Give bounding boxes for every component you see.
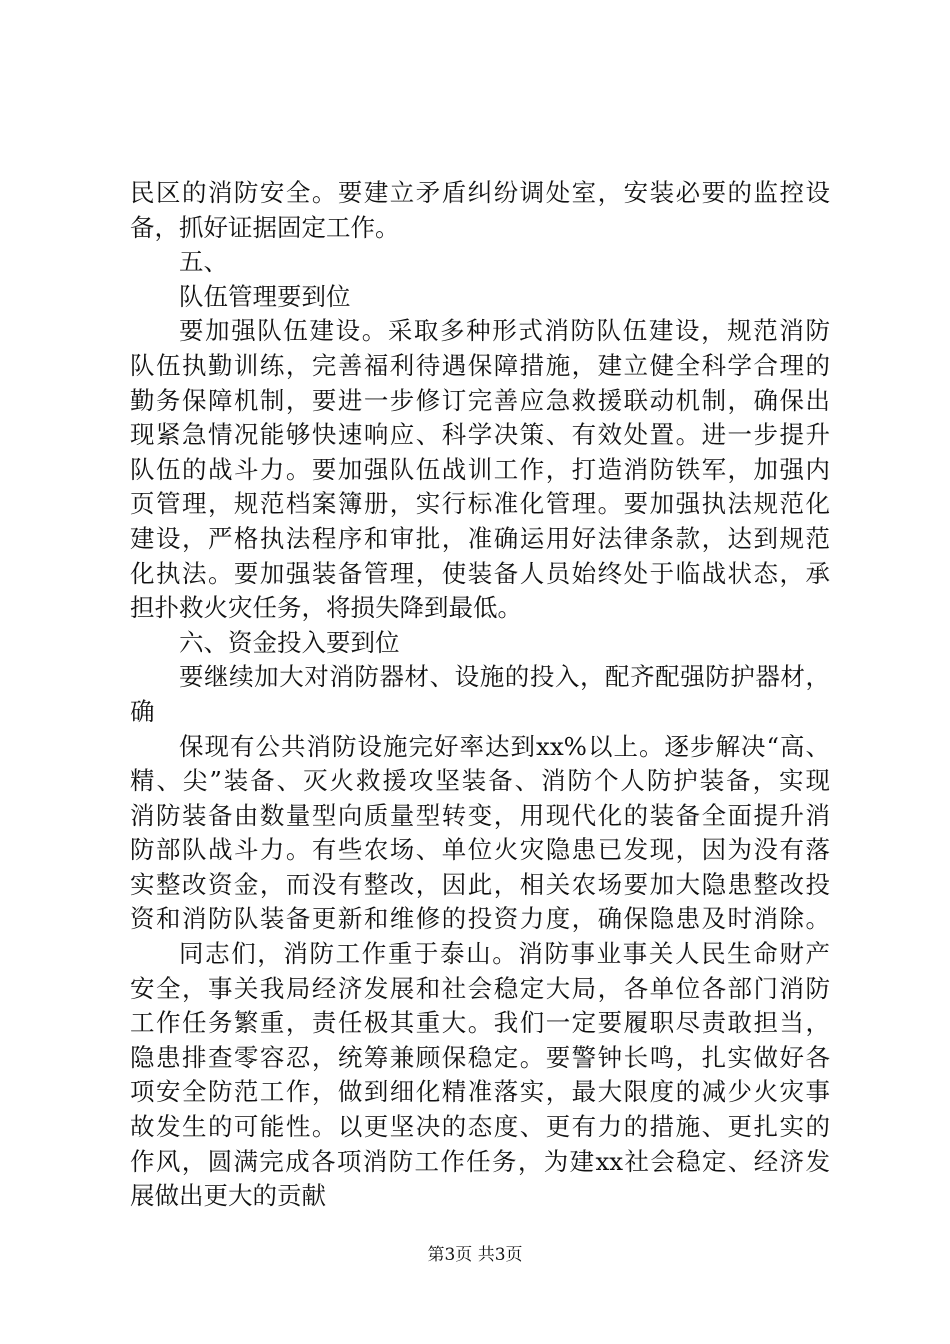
text-line: 隐患排查零容忍，统筹兼顾保稳定。要警钟长鸣，扎实做好各: [130, 1042, 830, 1072]
text-line: 备，抓好证据固定工作。: [130, 212, 400, 242]
text-line: 实整改资金，而没有整改，因此，相关农场要加大隐患整改投: [130, 869, 830, 899]
text-line: 同志们，消防工作重于泰山。消防事业事关人民生命财产: [179, 939, 830, 969]
text-line: 消防装备由数量型向质量型转变，用现代化的装备全面提升消: [130, 800, 830, 830]
text-line: 建设，严格执法程序和审批，准确运用好法律条款，达到规范: [130, 523, 830, 553]
text-line: 页管理，规范档案簿册，实行标准化管理。要加强执法规范化: [130, 489, 830, 519]
text-line: 现紧急情况能够快速响应、科学决策、有效处置。进一步提升: [130, 420, 830, 450]
text-line: 担扑救火灾任务，将损失降到最低。: [130, 593, 522, 623]
section-heading: 队伍管理要到位: [179, 281, 351, 311]
text-line: 资和消防队装备更新和维修的投资力度，确保隐患及时消除。: [130, 904, 830, 934]
text-line: 化执法。要加强装备管理，使装备人员始终处于临战状态，承: [130, 558, 830, 588]
section-heading: 六、资金投入要到位: [179, 627, 400, 657]
document-body: [130, 176, 830, 1214]
text-line: 保现有公共消防设施完好率达到xx%以上。逐步解决“高、: [179, 731, 830, 761]
page-number-footer: 第3页 共3页: [427, 1245, 523, 1265]
text-line: 勤务保障机制，要进一步修订完善应急救援联动机制，确保出: [130, 385, 830, 415]
text-line: 工作任务繁重，责任极其重大。我们一定要履职尽责敢担当，: [130, 1008, 830, 1038]
text-line: 展做出更大的贡献: [130, 1181, 326, 1211]
text-line: 作风，圆满完成各项消防工作任务，为建xx社会稳定、经济发: [130, 1146, 830, 1176]
text-line: 民区的消防安全。要建立矛盾纠纷调处室，安装必要的监控设: [130, 178, 830, 207]
text-line: 安全，事关我局经济发展和社会稳定大局，各单位各部门消防: [130, 973, 830, 1003]
text-line: 项安全防范工作，做到细化精准落实，最大限度的减少火灾事: [130, 1077, 830, 1107]
text-line: 要继续加大对消防器材、设施的投入，配齐配强防护器材，: [179, 662, 830, 692]
text-line: 要加强队伍建设。采取多种形式消防队伍建设，规范消防: [179, 316, 830, 346]
text-line: 故发生的可能性。以更坚决的态度、更有力的措施、更扎实的: [130, 1112, 830, 1142]
text-line: 防部队战斗力。有些农场、单位火灾隐患已发现，因为没有落: [130, 835, 830, 865]
text-line: 队伍的战斗力。要加强队伍战训工作，打造消防铁军，加强内: [130, 454, 830, 484]
section-number: 五、: [179, 247, 228, 277]
text-line: 确: [130, 696, 155, 726]
text-line: 队伍执勤训练，完善福利待遇保障措施，建立健全科学合理的: [130, 350, 830, 380]
text-line: 精、尖”装备、灭火救援攻坚装备、消防个人防护装备，实现: [130, 766, 830, 796]
